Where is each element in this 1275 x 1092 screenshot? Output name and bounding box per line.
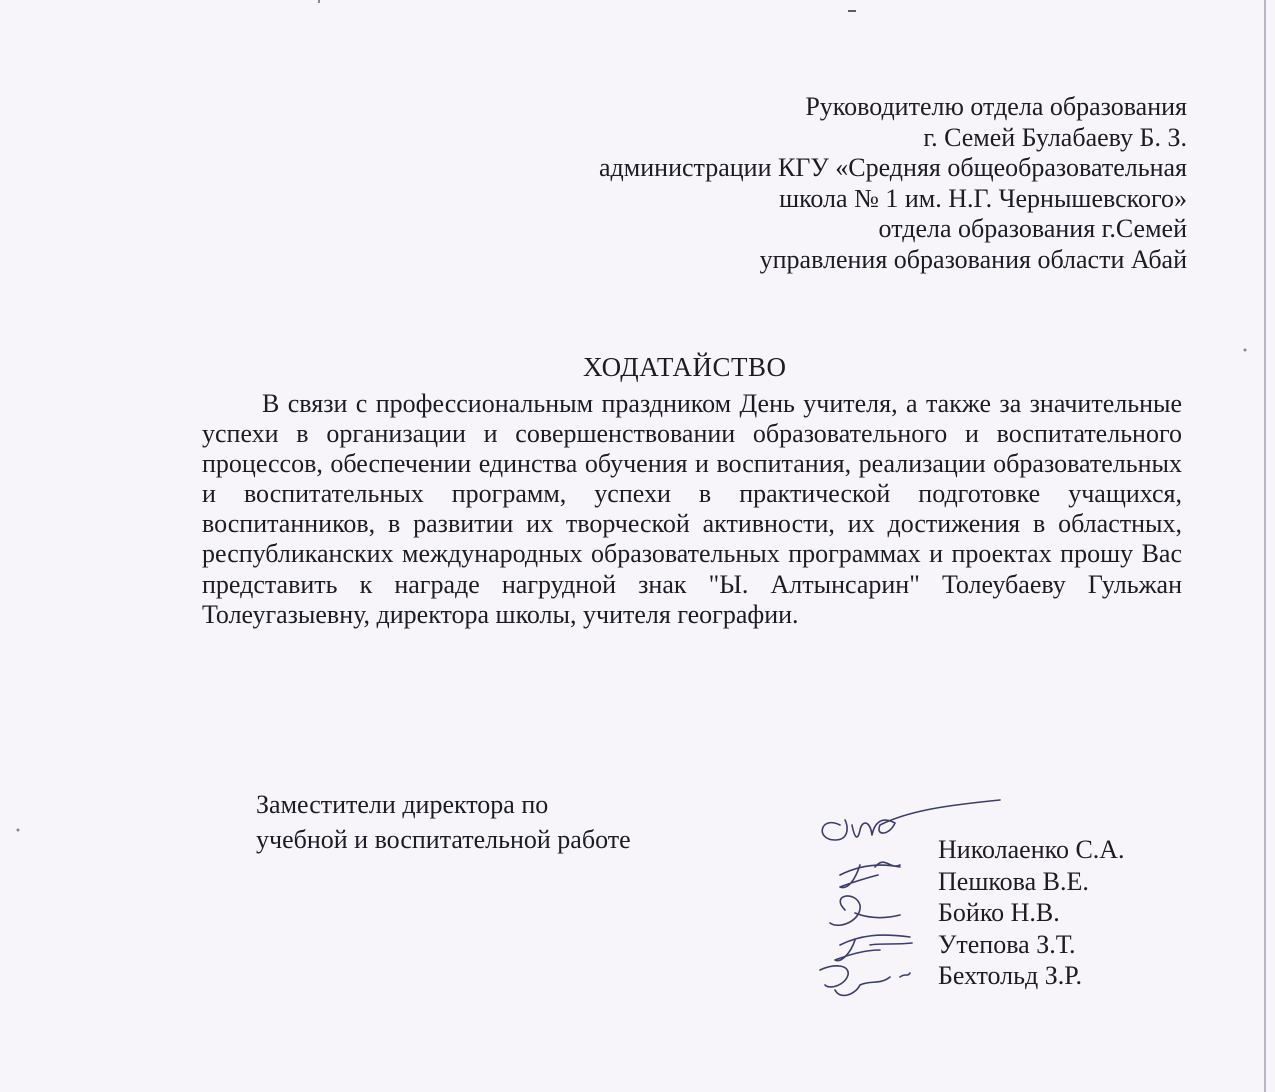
addressee-line: администрации КГУ «Средняя общеобразовательная — [599, 153, 1187, 182]
signatory-name: Утепова З.Т. — [938, 929, 1076, 959]
signatory-name: Бойко Н.В. — [938, 898, 1060, 927]
signer-role-line: Заместители директора по — [256, 790, 549, 819]
document-title: ХОДАТАЙСТВО — [583, 352, 787, 382]
signer-role-line: учебной и воспитательной работе — [256, 825, 631, 854]
addressee-line: отдела образования г.Семей — [878, 214, 1187, 243]
addressee-line: Руководителю отдела образования — [805, 92, 1187, 121]
signatory-name: Бехтольд З.Р. — [938, 961, 1082, 990]
petition-body: В связи с профессиональным праздником День учителя, а также за значительные успехи в организации и совершенствовании образовательного и воспитательного процессов, обеспечении единства обучения и воспитания, реализации образовательных и воспитательных программ, успехи в практической подготовке учащихся, воспитанников, в развитии их творческой активности, их достижения в областных, республиканских международных образовательных программах и проектах прошу Вас представить к награде нагрудной знак "Ы. Алтынсарин" Толеубаеву Гульжан Толеугазыевну, директора школы, учителя географии. — [202, 389, 1182, 629]
addressee-line: управления образования области Абай — [759, 244, 1187, 274]
signatory-name: Николаенко С.А. — [938, 835, 1125, 864]
addressee-line: г. Семей Булабаеву Б. З. — [923, 122, 1187, 152]
addressee-line: школа № 1 им. Н.Г. Чернышевского» — [779, 183, 1187, 213]
signatory-name: Пешкова В.Е. — [938, 866, 1089, 896]
